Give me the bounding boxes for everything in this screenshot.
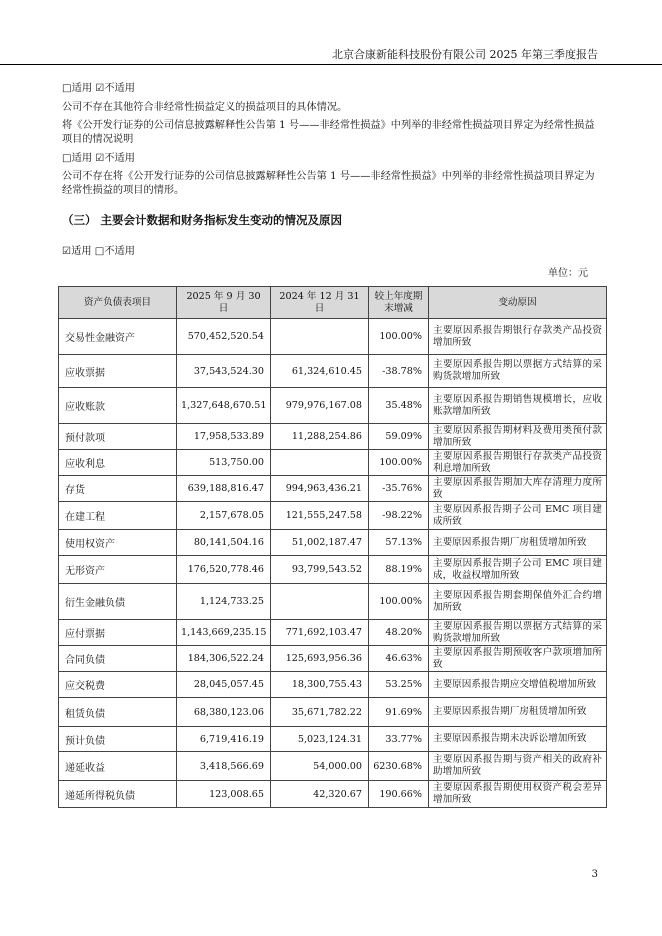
row-prior-value: 771,692,103.47 bbox=[271, 620, 369, 646]
row-item: 预计负债 bbox=[59, 727, 177, 752]
unit-label: 单位：元 bbox=[548, 268, 588, 279]
row-current-value: 37,543,524.30 bbox=[177, 355, 271, 388]
row-change: 46.63% bbox=[369, 646, 429, 672]
applicability-check-3: ☑适用 □不适用 bbox=[62, 246, 135, 257]
row-prior-value: 51,002,187.47 bbox=[271, 530, 369, 556]
row-current-value: 176,520,778.46 bbox=[177, 556, 271, 584]
header-prior-period: 2024 年 12 月 31 日 bbox=[271, 287, 369, 319]
row-reason: 主要原因系报告期与资产相关的政府补助增加所致 bbox=[429, 752, 607, 781]
paragraph-classification-line2: 项目的情况说明 bbox=[62, 134, 134, 145]
row-reason: 主要原因系报告期加大库存清理力度所致 bbox=[429, 476, 607, 502]
row-prior-value: 125,693,956.36 bbox=[271, 646, 369, 672]
row-reason: 主要原因系报告期未决诉讼增加所致 bbox=[429, 727, 607, 752]
row-current-value: 28,045,057.45 bbox=[177, 672, 271, 698]
table-row bbox=[59, 620, 607, 646]
row-current-value: 6,719,416.19 bbox=[177, 727, 271, 752]
row-prior-value: 54,000.00 bbox=[271, 752, 369, 781]
row-reason: 主要原因系报告期材料及费用类预付款增加所致 bbox=[429, 424, 607, 450]
paragraph-other-items: 公司不存在其他符合非经常性损益定义的损益项目的具体情况。 bbox=[62, 102, 348, 113]
row-item: 预付款项 bbox=[59, 424, 177, 450]
row-item: 应付票据 bbox=[59, 620, 177, 646]
row-item: 衍生金融负债 bbox=[59, 584, 177, 620]
row-item: 在建工程 bbox=[59, 502, 177, 530]
row-item: 无形资产 bbox=[59, 556, 177, 584]
row-reason: 主要原因系报告期使用权资产税会差异增加所致 bbox=[429, 781, 607, 808]
row-current-value: 513,750.00 bbox=[177, 450, 271, 476]
table-row bbox=[59, 672, 607, 698]
row-change: 91.69% bbox=[369, 698, 429, 727]
row-change: -98.22% bbox=[369, 502, 429, 530]
row-change: -35.76% bbox=[369, 476, 429, 502]
header-current-period: 2025 年 9 月 30 日 bbox=[177, 287, 271, 319]
table-row bbox=[59, 450, 607, 476]
row-change: 88.19% bbox=[369, 556, 429, 584]
table-row bbox=[59, 319, 607, 355]
row-item: 递延收益 bbox=[59, 752, 177, 781]
row-reason: 主要原因系报告期预收客户款项增加所致 bbox=[429, 646, 607, 672]
row-prior-value: 979,976,167.08 bbox=[271, 388, 369, 424]
row-current-value: 17,958,533.89 bbox=[177, 424, 271, 450]
row-prior-value: 93,799,543.52 bbox=[271, 556, 369, 584]
row-prior-value bbox=[271, 584, 369, 620]
applicability-check-1: □适用 ☑不适用 bbox=[62, 83, 135, 94]
row-current-value: 2,157,678.05 bbox=[177, 502, 271, 530]
row-change: 100.00% bbox=[369, 450, 429, 476]
row-item: 租赁负债 bbox=[59, 698, 177, 727]
row-reason: 主要原因系报告期厂房租赁增加所致 bbox=[429, 530, 607, 556]
row-change: 33.77% bbox=[369, 727, 429, 752]
row-item: 使用权资产 bbox=[59, 530, 177, 556]
table-header-row bbox=[59, 287, 607, 319]
table-row bbox=[59, 530, 607, 556]
row-reason: 主要原因系报告期应交增值税增加所致 bbox=[429, 672, 607, 698]
header-change: 较上年度期末增减 bbox=[369, 287, 429, 319]
header-reason: 变动原因 bbox=[429, 287, 607, 319]
row-item: 合同负债 bbox=[59, 646, 177, 672]
row-prior-value: 5,023,124.31 bbox=[271, 727, 369, 752]
row-current-value: 68,380,123.06 bbox=[177, 698, 271, 727]
table-row bbox=[59, 752, 607, 781]
row-current-value: 570,452,520.54 bbox=[177, 319, 271, 355]
row-change: 100.00% bbox=[369, 319, 429, 355]
row-item: 存货 bbox=[59, 476, 177, 502]
row-current-value: 123,008.65 bbox=[177, 781, 271, 808]
row-change: 100.00% bbox=[369, 584, 429, 620]
section-heading: （三） 主要会计数据和财务指标发生变动的情况及原因 bbox=[62, 213, 343, 227]
table-row bbox=[59, 502, 607, 530]
row-change: 53.25% bbox=[369, 672, 429, 698]
row-change: -38.78% bbox=[369, 355, 429, 388]
row-change: 57.13% bbox=[369, 530, 429, 556]
page-header bbox=[0, 40, 662, 65]
paragraph-no-classification-line1: 公司不存在将《公开发行证券的公司信息披露解释性公告第 1 号——非经常性损益》中列举的非经常性损益项目界定为 bbox=[62, 171, 595, 182]
table-row bbox=[59, 476, 607, 502]
row-current-value: 639,188,816.47 bbox=[177, 476, 271, 502]
row-prior-value: 18,300,755.43 bbox=[271, 672, 369, 698]
page-number: 3 bbox=[591, 869, 598, 880]
row-prior-value: 994,963,436.21 bbox=[271, 476, 369, 502]
row-item: 应交税费 bbox=[59, 672, 177, 698]
row-change: 59.09% bbox=[369, 424, 429, 450]
row-item: 应收利息 bbox=[59, 450, 177, 476]
row-prior-value bbox=[271, 450, 369, 476]
row-item: 交易性金融资产 bbox=[59, 319, 177, 355]
paragraph-classification-line1: 将《公开发行证券的公司信息披露解释性公告第 1 号——非经常性损益》中列举的非经常性损益项目界定为经常性损益 bbox=[62, 120, 595, 131]
row-prior-value: 121,555,247.58 bbox=[271, 502, 369, 530]
row-current-value: 1,143,669,235.15 bbox=[177, 620, 271, 646]
row-reason: 主要原因系报告期子公司 EMC 项目建成所致 bbox=[429, 502, 607, 530]
table-row bbox=[59, 727, 607, 752]
table-row bbox=[59, 424, 607, 450]
row-current-value: 3,418,566.69 bbox=[177, 752, 271, 781]
row-prior-value bbox=[271, 319, 369, 355]
paragraph-no-classification-line2: 经常性损益的项目的情形。 bbox=[62, 185, 185, 196]
row-change: 48.20% bbox=[369, 620, 429, 646]
row-prior-value: 61,324,610.45 bbox=[271, 355, 369, 388]
header-item: 资产负债表项目 bbox=[59, 287, 177, 319]
applicability-check-2: □适用 ☑不适用 bbox=[62, 153, 135, 164]
row-current-value: 184,306,522.24 bbox=[177, 646, 271, 672]
row-reason: 主要原因系报告期子公司 EMC 项目建成，收益权增加所致 bbox=[429, 556, 607, 584]
row-change: 35.48% bbox=[369, 388, 429, 424]
row-reason: 主要原因系报告期银行存款类产品投资增加所致 bbox=[429, 319, 607, 355]
balance-sheet-change-table bbox=[58, 286, 607, 808]
table-row bbox=[59, 698, 607, 727]
row-current-value: 80,141,504.16 bbox=[177, 530, 271, 556]
row-change: 6230.68% bbox=[369, 752, 429, 781]
row-current-value: 1,327,648,670.51 bbox=[177, 388, 271, 424]
row-reason: 主要原因系报告期以票据方式结算的采购货款增加所致 bbox=[429, 355, 607, 388]
table-row bbox=[59, 355, 607, 388]
row-change: 190.66% bbox=[369, 781, 429, 808]
row-reason: 主要原因系报告期销售规模增长，应收账款增加所致 bbox=[429, 388, 607, 424]
row-prior-value: 11,288,254.86 bbox=[271, 424, 369, 450]
report-title: 北京合康新能科技股份有限公司 2025 年第三季度报告 bbox=[332, 48, 598, 61]
row-reason: 主要原因系报告期以票据方式结算的采购货款增加所致 bbox=[429, 620, 607, 646]
row-item: 应收票据 bbox=[59, 355, 177, 388]
table-row bbox=[59, 781, 607, 808]
table-row bbox=[59, 388, 607, 424]
table-row bbox=[59, 584, 607, 620]
row-reason: 主要原因系报告期厂房租赁增加所致 bbox=[429, 698, 607, 727]
row-prior-value: 35,671,782.22 bbox=[271, 698, 369, 727]
row-reason: 主要原因系报告期银行存款类产品投资利息增加所致 bbox=[429, 450, 607, 476]
row-current-value: 1,124,733.25 bbox=[177, 584, 271, 620]
table-row bbox=[59, 646, 607, 672]
row-item: 递延所得税负债 bbox=[59, 781, 177, 808]
row-prior-value: 42,320.67 bbox=[271, 781, 369, 808]
table-row bbox=[59, 556, 607, 584]
row-item: 应收账款 bbox=[59, 388, 177, 424]
row-reason: 主要原因系报告期套期保值外汇合约增加所致 bbox=[429, 584, 607, 620]
